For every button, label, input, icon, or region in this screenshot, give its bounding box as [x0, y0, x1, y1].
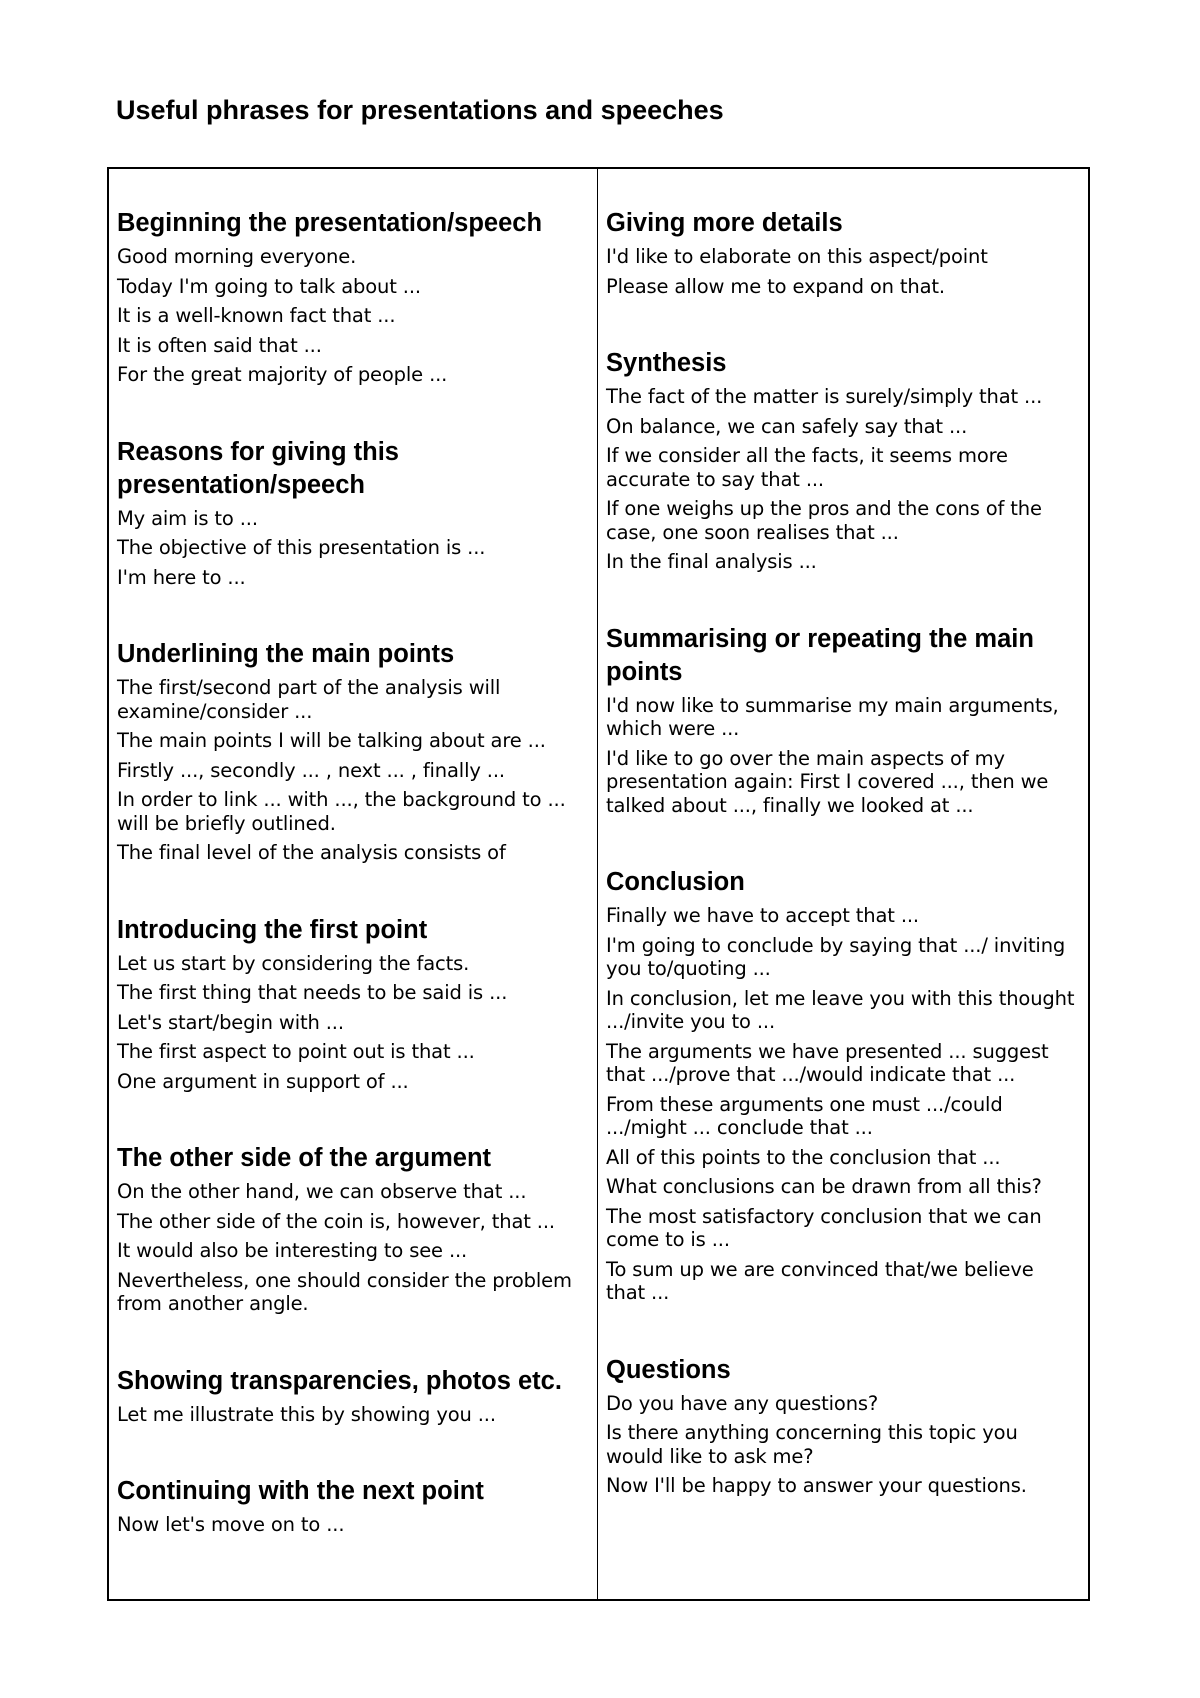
phrase-section: [606, 623, 1078, 818]
phrase-section: [606, 866, 1078, 1305]
phrase-item: Now let's move on to ...: [117, 1513, 345, 1536]
phrase-item: Do you have any questions?: [606, 1391, 879, 1415]
phrase-item: If one weighs up the pros and the cons of the case, one soon realises that ...: [606, 497, 1042, 544]
phrase-item: The final level of the analysis consists of: [117, 841, 506, 864]
section-heading: Continuing with the next point: [117, 1477, 484, 1505]
phrase-item: It would also be interesting to see ...: [117, 1239, 468, 1262]
phrase-item: I'm going to conclude by saying that .../ inviting you to/quoting ...: [606, 933, 1066, 980]
phrase-section: [117, 1365, 587, 1427]
section-heading: Conclusion: [606, 868, 745, 896]
section-heading: Reasons for giving this presentation/speech: [117, 437, 399, 499]
left-column: [109, 169, 598, 1599]
section-heading: Introducing the first point: [117, 915, 428, 944]
phrase-item: The fact of the matter is surely/simply that ...: [606, 385, 1043, 408]
phrase-section: [117, 436, 587, 590]
phrase-section: [606, 347, 1078, 574]
phrase-item: In order to link ... with ..., the background to ... will be briefly outlined.: [117, 788, 566, 835]
phrase-section: [117, 638, 587, 865]
phrase-item: The most satisfactory conclusion that we can come to is ...: [606, 1204, 1042, 1251]
phrase-item: My aim is to ...: [117, 506, 258, 530]
section-heading: Synthesis: [606, 349, 727, 377]
phrase-item: If we consider all the facts, it seems more accurate to say that ...: [606, 444, 1008, 491]
phrase-item: In conclusion, let me leave you with this thought .../invite you to ...: [606, 986, 1075, 1033]
section-heading: Beginning the presentation/speech: [117, 209, 543, 237]
phrase-item: I'd like to go over the main aspects of my presentation again: First I covered ..., then we talked about ..., finally we looked at ...: [606, 746, 1049, 817]
phrase-item: For the great majority of people ...: [117, 363, 448, 386]
phrase-section: [117, 1475, 587, 1537]
phrase-item: Let's start/begin with ...: [117, 1010, 344, 1034]
phrase-item: I'm here to ...: [117, 565, 246, 589]
phrase-item: The objective of this presentation is ...: [117, 536, 486, 559]
phrase-item: In the final analysis ...: [606, 550, 817, 573]
phrase-item: On the other hand, we can observe that ...: [117, 1180, 527, 1203]
phrase-item: Finally we have to accept that ...: [606, 904, 919, 927]
phrase-item: The arguments we have presented ... suggest that .../prove that .../would indicate that ...: [606, 1039, 1049, 1086]
phrase-section: [117, 1142, 587, 1316]
phrase-section: [117, 914, 587, 1094]
phrase-item: On balance, we can safely say that ...: [606, 414, 968, 438]
phrase-item: The first thing that needs to be said is ...: [117, 981, 508, 1004]
phrase-item: Today I'm going to talk about ...: [117, 274, 421, 298]
phrase-item: One argument in support of ...: [117, 1069, 409, 1093]
phrase-item: I'd like to elaborate on this aspect/point: [606, 245, 988, 268]
phrase-item: Good morning everyone.: [117, 245, 357, 268]
phrase-item: Let me illustrate this by showing you ...: [117, 1402, 496, 1426]
section-heading: Showing transparencies, photos etc.: [117, 1366, 562, 1395]
phrase-item: Is there anything concerning this topic you would like to ask me?: [606, 1421, 1018, 1468]
section-heading: Questions: [606, 1355, 731, 1384]
phrase-table: [107, 167, 1090, 1601]
section-heading: Giving more details: [606, 209, 843, 237]
page-title: Useful phrases for presentations and speeches: [116, 95, 724, 125]
phrase-item: The other side of the coin is, however, that ...: [117, 1209, 555, 1233]
phrase-item: The first/second part of the analysis will examine/consider ...: [117, 676, 501, 723]
phrase-section: [117, 207, 587, 387]
section-heading: Underlining the main points: [117, 640, 455, 668]
phrase-item: The main points I will be talking about are ...: [117, 729, 546, 752]
phrase-item: I'd now like to summarise my main arguments, which were ...: [606, 693, 1059, 740]
phrase-item: Let us start by considering the facts.: [117, 951, 470, 975]
phrase-item: To sum up we are convinced that/we believe that ...: [606, 1257, 1034, 1304]
section-heading: The other side of the argument: [117, 1144, 492, 1172]
phrase-item: The first aspect to point out is that ...: [117, 1040, 475, 1063]
phrase-section: [606, 1354, 1078, 1498]
phrase-item: It is a well-known fact that ...: [117, 304, 396, 327]
phrase-item: What conclusions can be drawn from all this?: [606, 1175, 1042, 1198]
phrase-item: Firstly ..., secondly ... , next ... , finally ...: [117, 758, 505, 782]
phrase-item: Now I'll be happy to answer your questions.: [606, 1474, 1027, 1497]
phrase-item: Please allow me to expand on that.: [606, 274, 945, 298]
phrase-section: [606, 207, 1078, 298]
phrase-item: It is often said that ...: [117, 333, 322, 357]
phrase-item: From these arguments one must .../could .../might ... conclude that ...: [606, 1092, 1003, 1139]
right-column: [598, 169, 1088, 1599]
phrase-item: All of this points to the conclusion that ...: [606, 1145, 1001, 1169]
phrase-item: Nevertheless, one should consider the problem from another angle.: [117, 1268, 572, 1315]
section-heading: Summarising or repeating the main points: [606, 624, 1034, 686]
